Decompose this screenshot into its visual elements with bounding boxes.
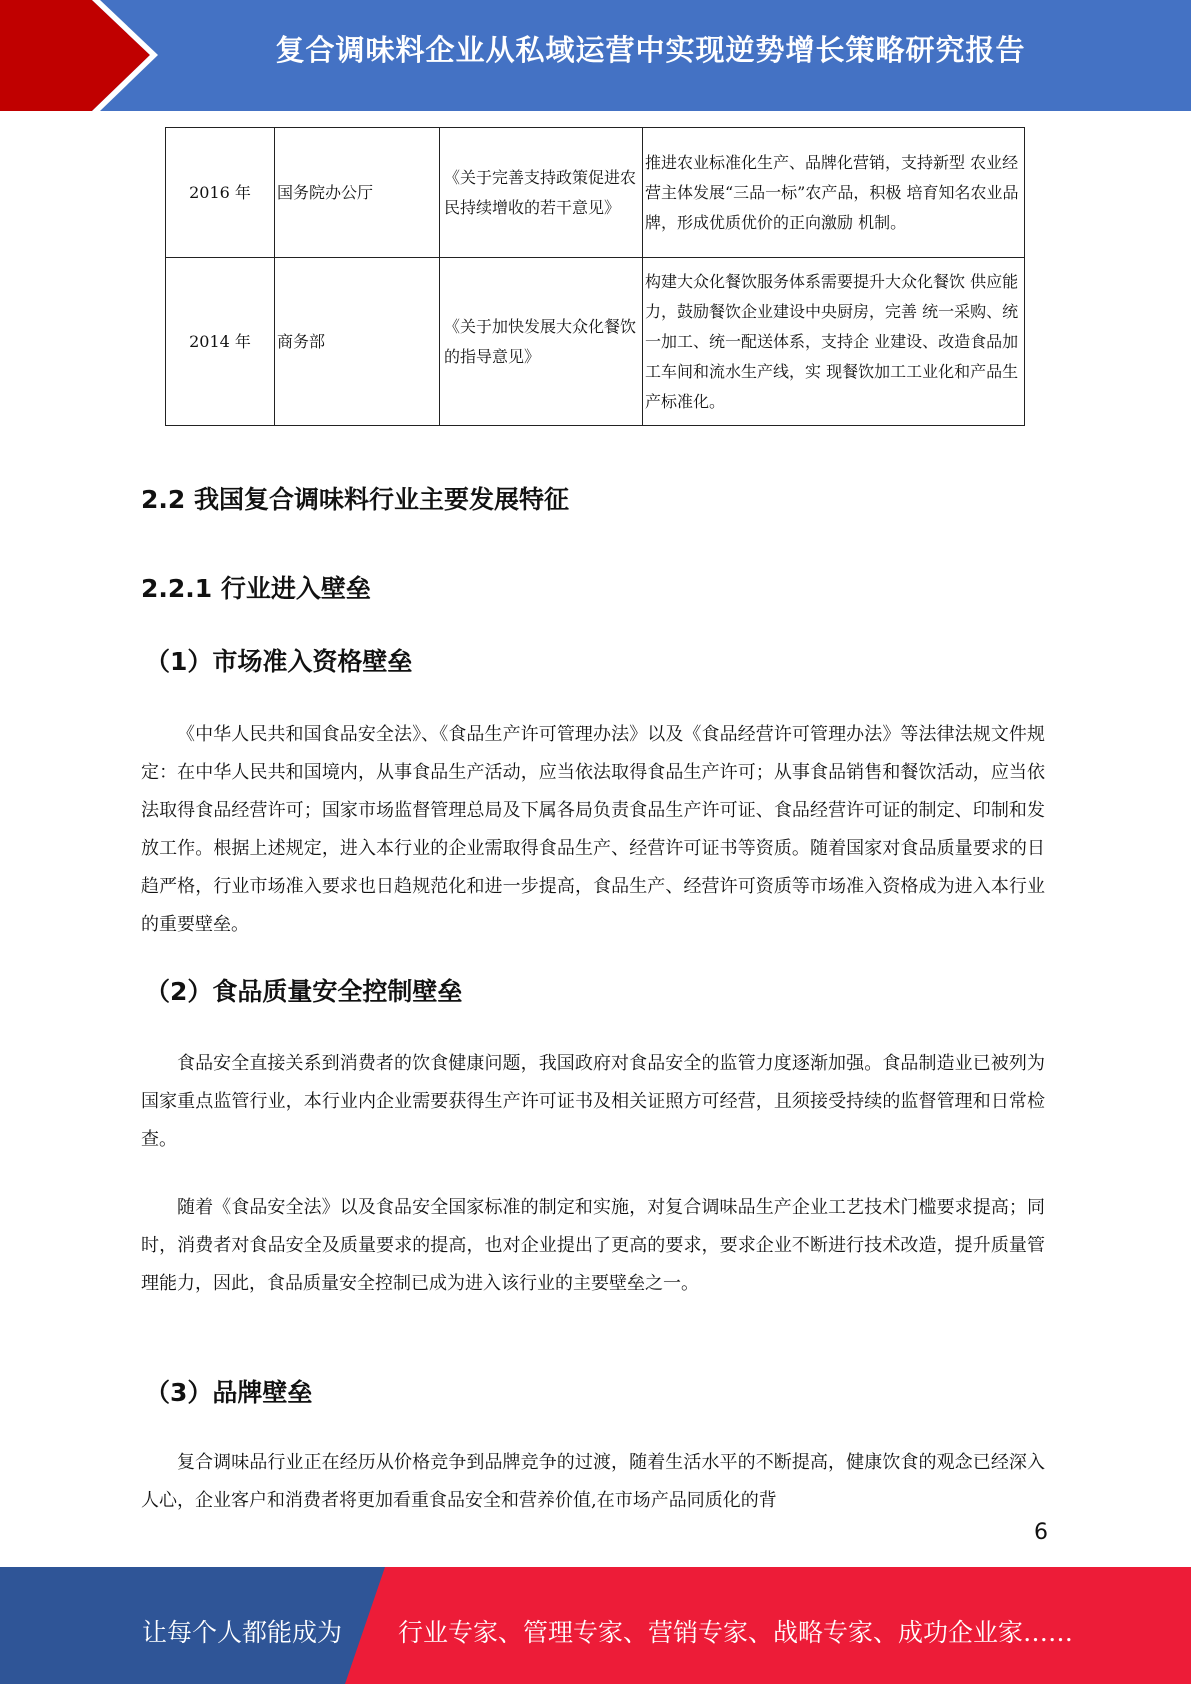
footer-slogan-right: 行业专家、管理专家、营销专家、战略专家、成功企业家…… (398, 1618, 1074, 1647)
body-paragraph: 《中华人民共和国食品安全法》、《食品生产许可管理办法》以及《食品经营许可管理办法》等法律法规文件规定：在中华人民共和国境内，从事食品生产活动，应当依法取得食品生产许可；从事食品销售和餐饮活动，应当依法取得食品经营许可；国家市场监督管理总局及下属各局负责食品生产许可证、食品经营许可证的制定、印制和发放工作。根据上述规定，进入本行业的企业需取得食品生产、经营许可证书等资质。随着国家对食品质量要求的日趋严格，行业市场准入要求也日趋规范化和进一步提高，食品生产、经营许可资质等市场准入资格成为进入本行业的重要壁垒。 (141, 724, 1045, 935)
page-number: 6 (1034, 1520, 1048, 1545)
footer-slogan-left: 让每个人都能成为 (142, 1618, 343, 1647)
report-title: 复合调味料企业从私域运营中实现逆势增长策略研究报告 (275, 33, 1026, 67)
subsubsection-heading: （2）食品质量安全控制壁垒 (145, 977, 463, 1006)
subsubsection-heading: （1）市场准入资格壁垒 (145, 647, 413, 676)
body-paragraph: 随着《食品安全法》以及食品安全国家标准的制定和实施，对复合调味品生产企业工艺技术门槛要求提高；同时，消费者对食品安全及质量要求的提高，也对企业提出了更高的要求，要求企业不断进行技术改造，提升质量管理能力，因此，食品质量安全控制已成为进入该行业的主要壁垒之一。 (141, 1197, 1045, 1294)
table-row (166, 258, 1025, 426)
cell-year: 2016 年 (166, 128, 275, 258)
cell-content: 构建大众化餐饮服务体系需要提升大众化餐饮 供应能力，鼓励餐饮企业建设中央厨房，完善 统一采购、统一加工、统一配送体系，支持企 业建设、改造食品加工车间和流水生产线，实 现餐饮加工工业化和产品生产标准化。 (643, 258, 1025, 426)
policy-table (165, 127, 1025, 426)
section-heading: 2.2 我国复合调味料行业主要发展特征 (141, 485, 569, 514)
cell-year: 2014 年 (166, 258, 275, 426)
subsection-heading: 2.2.1 行业进入壁垒 (141, 574, 371, 603)
cell-content: 推进农业标准化生产、品牌化营销，支持新型 农业经营主体发展“三品一标”农产品，积极 培育知名农业品牌，形成优质优价的正向激励 机制。 (643, 128, 1025, 258)
cell-doc: 《关于完善支持政策促进农民持续增收的若干意见》 (440, 128, 643, 258)
page-footer (0, 1567, 1191, 1684)
body-paragraph: 复合调味品行业正在经历从价格竞争到品牌竞争的过渡，随着生活水平的不断提高，健康饮食的观念已经深入人心，企业客户和消费者将更加看重食品安全和营养价值,在市场产品同质化的背 (141, 1452, 1045, 1511)
subsubsection-heading: （3）品牌壁垒 (145, 1378, 313, 1407)
cell-dept: 商务部 (275, 258, 440, 426)
cell-dept: 国务院办公厅 (275, 128, 440, 258)
body-paragraph: 食品安全直接关系到消费者的饮食健康问题，我国政府对食品安全的监管力度逐渐加强。食品制造业已被列为国家重点监管行业，本行业内企业需要获得生产许可证书及相关证照方可经营，且须接受持续的监督管理和日常检查。 (141, 1053, 1045, 1150)
page-header (0, 0, 1191, 111)
cell-doc: 《关于加快发展大众化餐饮的指导意见》 (440, 258, 643, 426)
table-row (166, 128, 1025, 258)
